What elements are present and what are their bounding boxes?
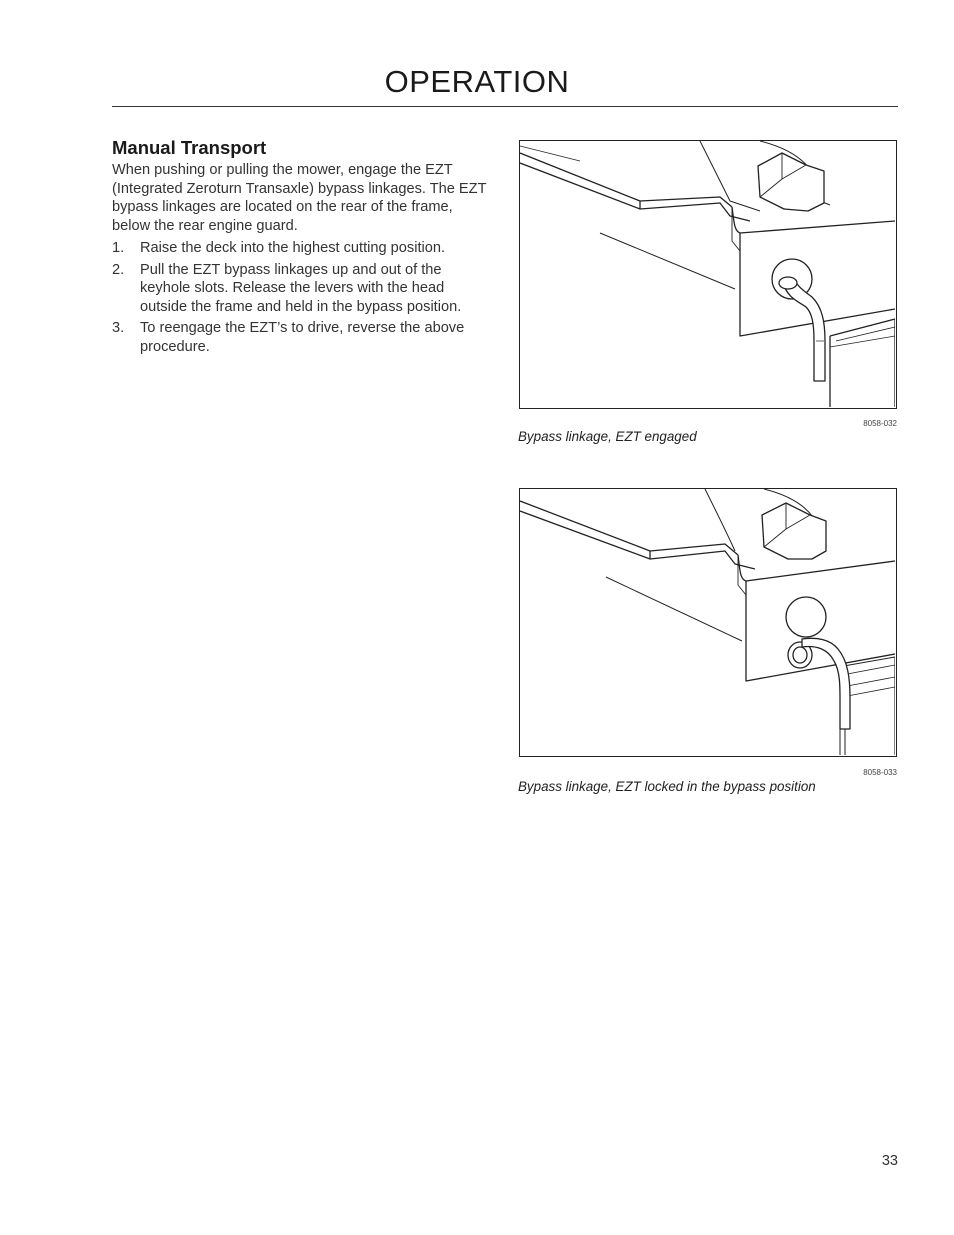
step-number: 1. bbox=[112, 240, 125, 256]
figure-caption: Bypass linkage, EZT engaged bbox=[518, 429, 697, 444]
figure-caption: Bypass linkage, EZT locked in the bypass position bbox=[518, 779, 816, 794]
figure-bypass-locked bbox=[519, 488, 897, 757]
step-item bbox=[112, 261, 487, 317]
header-rule bbox=[112, 106, 898, 107]
intro-paragraph: When pushing or pulling the mower, engage the EZT (Integrated Zeroturn Transaxle) bypass linkages. The EZT bypass linkages are located on the rear of the frame, below the rear engine guard. bbox=[112, 162, 487, 234]
page-number: 33 bbox=[881, 1153, 898, 1169]
bypass-locked-illustration bbox=[520, 489, 895, 755]
bypass-engaged-illustration bbox=[520, 141, 895, 407]
step-number: 2. bbox=[112, 261, 125, 278]
step-item bbox=[112, 319, 487, 356]
step-text: Raise the deck into the highest cutting position. bbox=[140, 240, 446, 256]
step-item bbox=[112, 239, 487, 258]
step-number: 3. bbox=[112, 320, 125, 337]
step-text: To reengage the EZT’s to drive, reverse the above procedure. bbox=[140, 320, 465, 355]
step-list bbox=[112, 239, 487, 360]
page-header-title: OPERATION bbox=[384, 64, 570, 99]
figure-code: 8058-032 bbox=[863, 419, 897, 428]
section-title: Manual Transport bbox=[112, 137, 267, 158]
figure-code: 8058-033 bbox=[863, 768, 897, 777]
figure-bypass-engaged bbox=[519, 140, 897, 409]
step-text: Pull the EZT bypass linkages up and out of the keyhole slots. Release the levers with the head outside the frame and held in the bypass position. bbox=[140, 261, 462, 315]
